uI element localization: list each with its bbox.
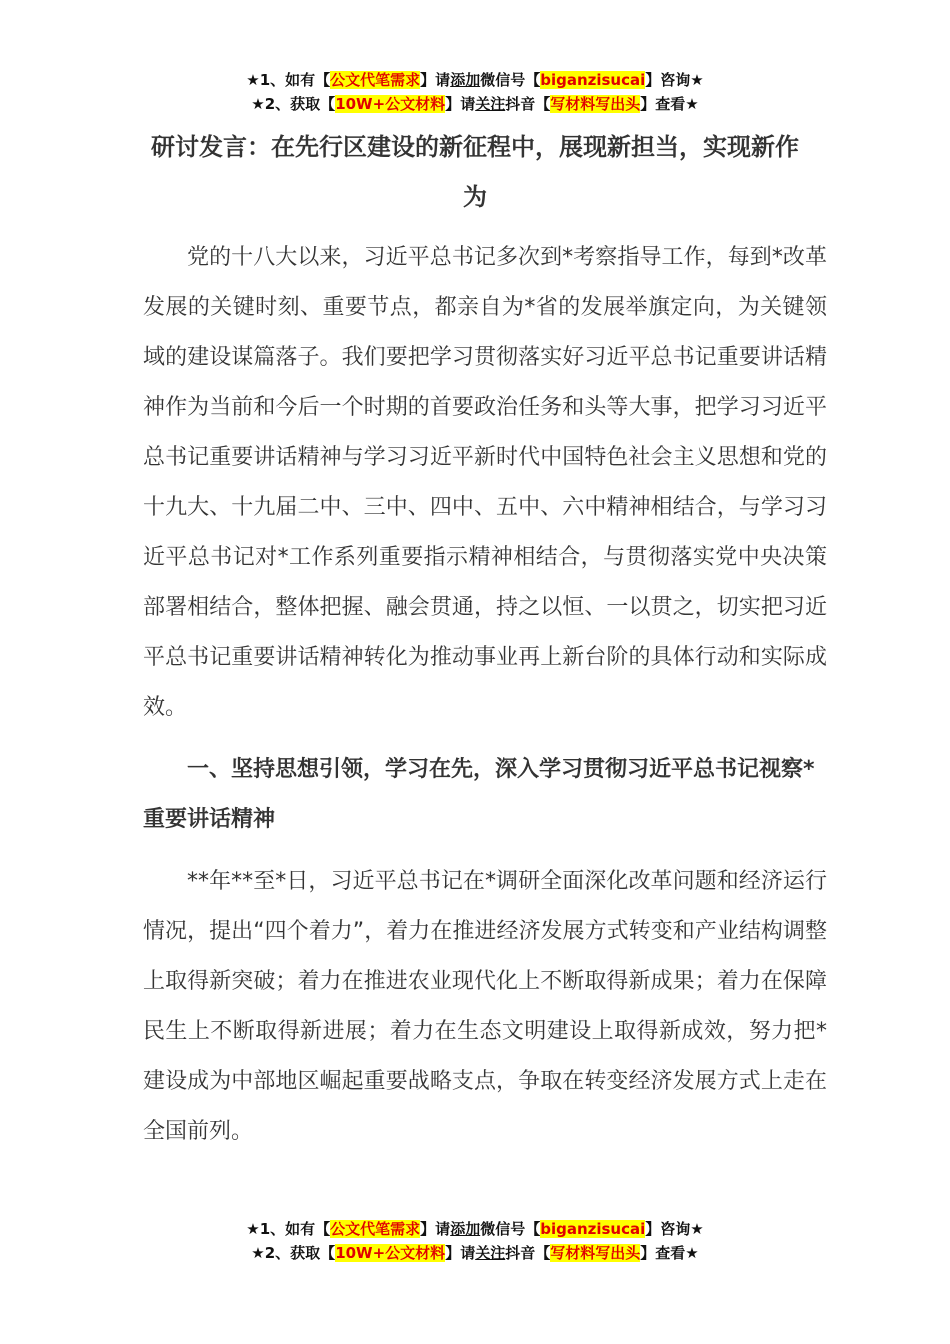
promo-highlight-materials: 10W+公文材料 bbox=[335, 1244, 446, 1262]
footer-promo-banner bbox=[0, 1217, 950, 1265]
promo-highlight-wechat: biganzisucai bbox=[540, 71, 646, 89]
body-paragraph-1: 党的十八大以来，习近平总书记多次到*考察指导工作，每到*改革发展的关键时刻、重要节点，都亲自为*省的发展举旗定向，为关键领域的建设谋篇落子。我们要把学习贯彻落实好习近平总书记重要讲话精神作为当前和今后一个时期的首要政治任务和头等大事，把学习习近平总书记重要讲话精神与学习习近平新时代中国特色社会主义思想和党的十九大、十九届二中、三中、四中、五中、六中精神相结合，与学习习近平总书记对*工作系列重要指示精神相结合，与贯彻落实党中央决策部署相结合，整体把握、融会贯通，持之以恒、一以贯之，切实把习近平总书记重要讲话精神转化为推动事业再上新台阶的具体行动和实际成效。 bbox=[143, 245, 827, 720]
promo-line-1: ★1、如有【公文代笔需求】请添加微信号【biganzisucai】咨询★ bbox=[246, 71, 704, 89]
promo-highlight-materials: 10W+公文材料 bbox=[335, 95, 446, 113]
promo-highlight-wechat: biganzisucai bbox=[540, 1220, 646, 1238]
document-title: 研讨发言：在先行区建设的新征程中，展现新担当，实现新作为 bbox=[151, 133, 799, 211]
promo-highlight-service: 公文代笔需求 bbox=[330, 71, 421, 89]
promo-line-2: ★2、获取【10W+公文材料】请关注抖音【写材料写出头】查看★ bbox=[251, 95, 699, 113]
promo-highlight-douyin: 写材料写出头 bbox=[550, 1244, 641, 1262]
promo-highlight-service: 公文代笔需求 bbox=[330, 1220, 421, 1238]
promo-line-2: ★2、获取【10W+公文材料】请关注抖音【写材料写出头】查看★ bbox=[251, 1244, 699, 1262]
body-paragraph-2: **年**至*日，习近平总书记在*调研全面深化改革问题和经济运行情况，提出“四个着力”，着力在推进经济发展方式转变和产业结构调整上取得新突破；着力在推进农业现代化上不断取得新成果；着力在保障民生上不断取得新进展；着力在生态文明建设上取得新成效，努力把*建设成为中部地区崛起重要战略支点，争取在转变经济发展方式上走在全国前列。 bbox=[143, 869, 827, 1144]
promo-line-1: ★1、如有【公文代笔需求】请添加微信号【biganzisucai】咨询★ bbox=[246, 1220, 704, 1238]
section-heading-1: 一、坚持思想引领，学习在先，深入学习贯彻习近平总书记视察*重要讲话精神 bbox=[143, 757, 815, 832]
promo-highlight-douyin: 写材料写出头 bbox=[550, 95, 641, 113]
header-promo-banner bbox=[0, 68, 950, 116]
